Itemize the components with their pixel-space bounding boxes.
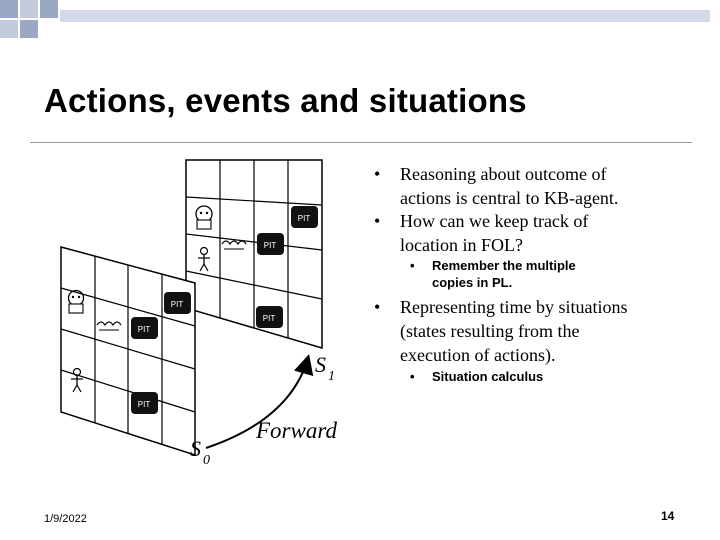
bullet-line: actions is central to KB-agent.: [400, 188, 619, 208]
svg-text:PIT: PIT: [262, 314, 276, 323]
situation-s1-label: S: [315, 352, 326, 377]
pit-icon: [291, 206, 318, 228]
bullet-marker: •: [374, 297, 381, 317]
decor-square: [20, 0, 38, 18]
pit-icon: [256, 306, 283, 328]
grid-s1: [186, 160, 322, 348]
pit-icon: [131, 392, 158, 414]
bullet-line: location in FOL?: [400, 235, 523, 255]
svg-text:PIT: PIT: [297, 214, 311, 223]
situation-s0-subscript: 0: [203, 453, 210, 468]
bullet-line: execution of actions).: [400, 345, 556, 365]
decor-bar: [60, 10, 710, 22]
title-divider: [30, 142, 692, 143]
bullet-marker: •: [374, 211, 381, 231]
svg-text:PIT: PIT: [263, 241, 277, 250]
bullet-marker: •: [374, 164, 381, 184]
header-decoration: [0, 0, 720, 40]
pit-icon: [164, 292, 191, 314]
bullet-line: (states resulting from the: [400, 321, 580, 341]
bullet-marker: •: [410, 258, 415, 273]
bullet-line: Representing time by situations: [400, 297, 628, 317]
pit-icon: [257, 233, 284, 255]
pit-icon: [131, 317, 158, 339]
bullet-line: Situation calculus: [432, 369, 544, 384]
decor-square: [0, 0, 18, 18]
decor-square: [40, 0, 58, 18]
bullet-line: Remember the multiple: [432, 258, 576, 273]
decor-square: [20, 20, 38, 38]
situation-s1-subscript: 1: [328, 369, 335, 384]
grid-s0: [61, 247, 195, 455]
bullet-line: Reasoning about outcome of: [400, 164, 607, 184]
decor-square: [0, 20, 18, 38]
bullet-line: copies in PL.: [432, 275, 513, 290]
svg-text:PIT: PIT: [170, 300, 184, 309]
bullet-line: How can we keep track of: [400, 211, 589, 231]
svg-text:PIT: PIT: [137, 400, 151, 409]
bullet-marker: •: [410, 369, 415, 384]
svg-text:PIT: PIT: [137, 325, 151, 334]
forward-label: Forward: [256, 418, 337, 443]
footer-date: 1/9/2022: [44, 513, 87, 525]
situation-s0-label: S: [190, 436, 201, 461]
situation-diagram: [36, 150, 360, 470]
slide-title: Actions, events and situations: [44, 82, 527, 119]
page-number: 14: [661, 509, 675, 523]
